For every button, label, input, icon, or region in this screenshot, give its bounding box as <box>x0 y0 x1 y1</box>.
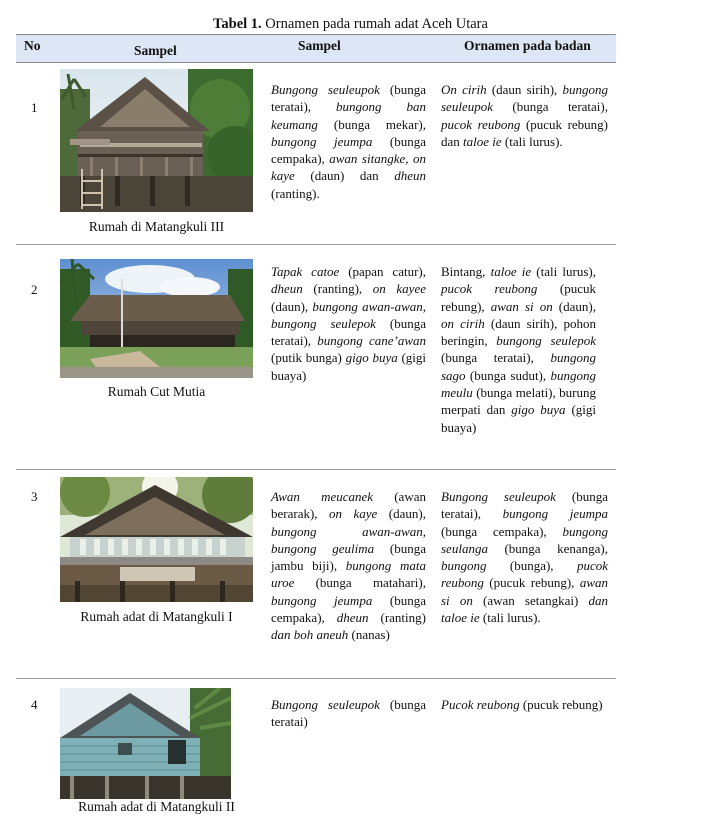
ornamen-text-segment: awan si on <box>441 575 608 608</box>
ornamen-text-segment: (bunga kenanga), <box>487 540 608 556</box>
sampel-text-segment: dheun <box>336 610 369 626</box>
ornamen-text-segment: (bunga teratai), <box>441 489 608 522</box>
ornamen-text-segment: bungong seuleupok <box>441 82 608 115</box>
sampel-text-segment: (gigi buaya) <box>271 350 426 383</box>
ornamen-text-segment: dan taloe ie <box>441 592 609 626</box>
row-3-sampel-text <box>271 488 426 644</box>
header-no: No <box>24 38 41 53</box>
sampel-text-segment: (bunga teratai), <box>271 315 426 349</box>
table-title-text: Ornamen pada rumah adat Aceh Utara <box>261 16 488 32</box>
sampel-text-segment: (daun), <box>271 298 313 314</box>
ornamen-text-segment: Bintang, <box>441 264 491 279</box>
sampel-text-segment: (daun) dan <box>294 168 395 184</box>
sampel-text-segment: bungong jeumpa <box>271 592 373 608</box>
ornamen-text-segment: (tali lurus). <box>479 610 541 626</box>
sampel-text-segment: (ranting) <box>368 610 426 626</box>
row-1-house-photo <box>60 69 253 212</box>
table-title-label: Tabel 1. <box>213 16 262 32</box>
ornamen-text-segment: (tali lurus), <box>531 264 596 279</box>
row-4-caption: Rumah adat di Matangkuli II <box>78 799 235 814</box>
ornamen-text-segment: (bunga teratai), <box>441 350 551 366</box>
sampel-text-segment: bungong awan-awan, bungong seulepok <box>271 298 426 331</box>
ornamen-text-segment: (bunga cempaka), <box>441 523 563 539</box>
sampel-text-segment: bungong awan-awan, bungong geulima <box>271 523 426 556</box>
sampel-text-segment: (ranting), <box>302 281 373 297</box>
row-2-sampel-text <box>271 263 426 384</box>
sampel-text-segment: bungong mata uroe <box>271 558 426 591</box>
ornamen-text-segment: bungong jeumpa <box>502 506 608 522</box>
sampel-text-segment: Bungong seuleupok <box>271 82 380 97</box>
sampel-text-segment: on kayee <box>372 281 426 297</box>
ornamen-text-segment: (pucuk rebung), <box>441 281 596 314</box>
ornamen-text-segment: (bunga sudut), <box>465 367 551 383</box>
header-sampel: Sampel <box>298 38 341 53</box>
ornamen-text-segment: taloe ie <box>463 133 502 149</box>
sampel-text-segment: on kaye <box>329 506 378 522</box>
ornamen-text-segment: bungong seulepok <box>496 333 596 349</box>
sampel-text-segment: , <box>405 151 413 167</box>
row-2-caption: Rumah Cut Mutia <box>107 384 206 399</box>
sampel-text-segment: (papan catur), <box>339 264 426 279</box>
row-1-sampel-text <box>271 81 426 202</box>
sampel-text-segment: on kaye <box>271 151 426 184</box>
ornamen-text-segment: bungong seulanga <box>441 523 608 556</box>
row-2-number: 2 <box>31 282 38 297</box>
row-2-ornamen-text <box>441 263 596 436</box>
sampel-text-segment: Awan meucanek <box>271 489 374 504</box>
row-3-number: 3 <box>31 489 38 504</box>
row-separator <box>16 678 616 679</box>
ornamen-text-segment: bungong meulu <box>441 367 596 401</box>
row-separator <box>16 469 616 470</box>
ornamen-text-segment: awan si on <box>490 298 553 314</box>
row-4-ornamen-text <box>441 696 608 713</box>
sampel-text-segment: awan sitangke <box>329 151 406 167</box>
sampel-text-segment: (bunga jambu biji), <box>271 540 426 574</box>
sampel-text-segment: (bunga cempaka), <box>271 592 426 626</box>
ornamen-text-segment: (pucuk rebung) dan <box>441 116 609 149</box>
ornamen-text-segment: (bunga melati), burung merpati dan <box>441 385 596 418</box>
row-1-ornamen-text <box>441 81 608 150</box>
sampel-text-segment: (bunga matahari), <box>294 575 426 591</box>
header-ornamen: Ornamen pada badan <box>464 38 591 53</box>
ornamen-text-segment: pucok reubong <box>441 116 521 132</box>
sampel-text-segment: gigo buya <box>345 350 398 366</box>
sampel-text-segment: (bunga teratai), <box>271 82 426 115</box>
ornamen-text-segment: bungong sago <box>441 350 596 383</box>
ornamen-text-segment: (daun sirih), pohon beringin, <box>441 315 596 349</box>
ornamen-text-segment: (daun), <box>552 298 596 314</box>
sampel-text-segment: (nanas) <box>348 627 390 643</box>
ornamen-text-segment: (pucuk rebung) <box>519 697 603 712</box>
sampel-text-segment: (daun), <box>377 506 426 522</box>
ornamen-text-segment: on cirih <box>441 315 485 331</box>
sampel-text-segment: dan boh aneuh <box>271 627 349 643</box>
ornamen-text-segment: (bunga), <box>486 558 577 574</box>
ornamen-text-segment: pucok reubong <box>441 558 608 591</box>
ornamen-text-segment: Bungong seuleupok <box>441 489 556 504</box>
sampel-text-segment: bungong jeumpa <box>271 133 373 149</box>
ornamen-text-segment: bungong <box>441 558 487 574</box>
sampel-text-segment: (putik bunga) <box>271 350 346 366</box>
ornamen-text-segment: (bunga teratai), <box>492 99 608 115</box>
ornamen-text-segment: (tali lurus). <box>501 133 563 149</box>
table-header <box>16 34 616 63</box>
table-title <box>0 15 701 33</box>
row-1-number: 1 <box>31 100 38 115</box>
header-sampel-image: Sampel <box>134 43 177 58</box>
sampel-text-segment: (ranting). <box>271 185 320 201</box>
ornamen-text-segment: On cirih <box>441 82 487 97</box>
sampel-text-segment: dheun <box>394 168 426 184</box>
row-1-caption: Rumah di Matangkuli III <box>88 219 225 234</box>
row-3-house-photo <box>60 477 253 602</box>
row-3-ornamen-text <box>441 488 608 626</box>
sampel-text-segment: Bungong seuleupok <box>271 697 380 712</box>
sampel-text-segment: bungong cane’awan <box>317 333 426 349</box>
sampel-text-segment: (awan berarak), <box>271 489 426 522</box>
ornamen-text-segment: gigo buya <box>511 402 566 418</box>
sampel-text-segment: (bunga mekar), <box>317 116 426 132</box>
ornamen-text-segment: (awan setangkai) <box>472 592 589 608</box>
ornamen-text-segment: (gigi buaya) <box>441 402 596 435</box>
row-4-house-photo <box>60 688 231 799</box>
row-4-sampel-text <box>271 696 426 731</box>
row-2-house-photo <box>60 259 253 378</box>
sampel-text-segment: bungong ban keumang <box>271 99 426 132</box>
ornamen-text-segment: taloe ie <box>490 264 532 279</box>
row-4-number: 4 <box>31 697 38 712</box>
row-3-caption: Rumah adat di Matangkuli I <box>80 609 233 624</box>
sampel-text-segment: (bunga teratai) <box>271 697 426 730</box>
ornamen-text-segment: (pucuk rebung), <box>483 575 580 591</box>
sampel-text-segment: dheun <box>271 281 303 297</box>
ornamen-text-segment: pucok reubong <box>441 281 538 297</box>
row-separator <box>16 244 616 245</box>
sampel-text-segment: (bunga cempaka), <box>271 133 426 167</box>
sampel-text-segment: Tapak catoe <box>271 264 340 279</box>
ornamen-text-segment: (daun sirih), <box>486 82 563 97</box>
ornamen-text-segment: Pucok reubong <box>441 697 520 712</box>
